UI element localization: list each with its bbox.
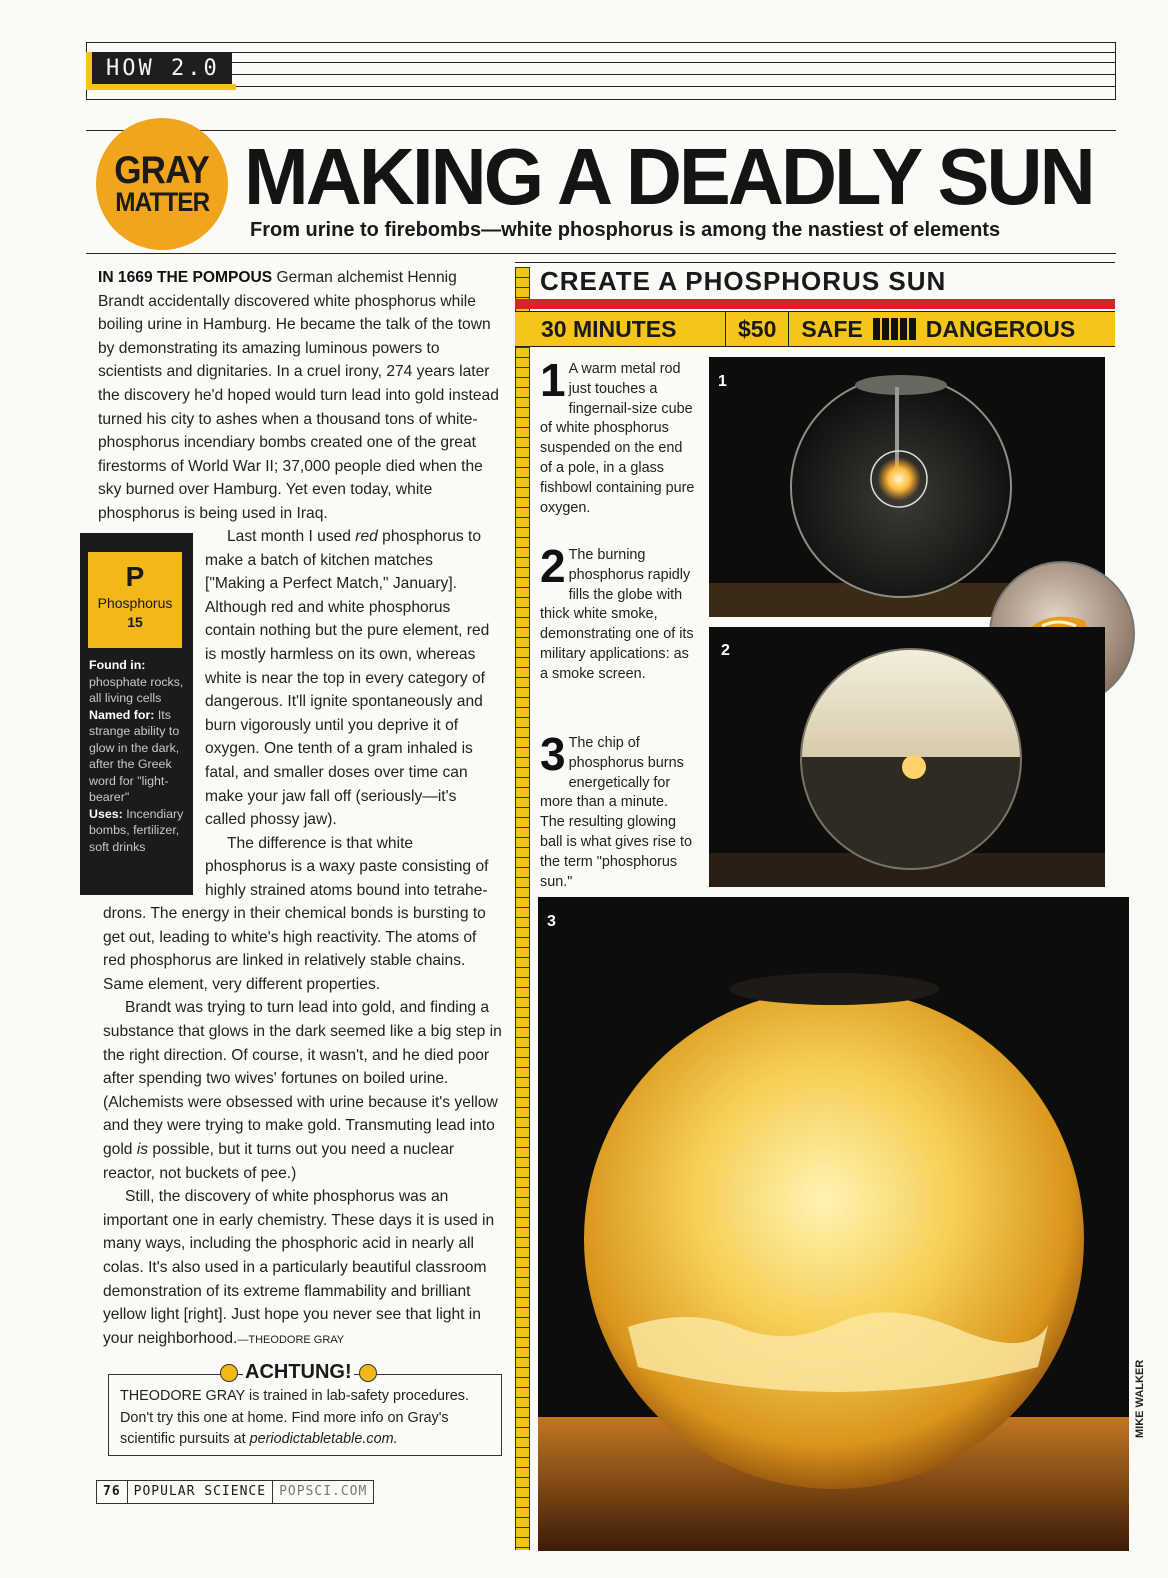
found-label: Found in: [89,658,146,672]
byline: —THEODORE GRAY [237,1333,345,1346]
fishbowl-photo-3 [538,897,1129,1551]
achtung-body: THEODORE GRAY is trained in lab-safety procedures. Don't try this one at home. Find more info on Gray's scientific pursuits at [120,1388,469,1447]
panel-title: CREATE A PHOSPHORUS SUN [540,266,947,296]
page-number: 76 [97,1481,128,1503]
photo-step-3 [538,897,1129,1551]
lede-paragraph [98,266,500,526]
panel-red-bar [515,299,1115,309]
element-symbol: P [125,561,145,592]
danger-meter [789,312,1087,346]
photo-credit: MIKE WALKER [1134,1359,1146,1438]
bullet-circle-icon [220,1364,238,1382]
p5-text: Still, the discovery of white phosphorus was an important one in early chemistry. These days it is used in many ways, including the phosphoric acid in nearly all colas. It's also used in a particularly beautiful classroom demonstration of its extreme flammability and brilliant yellow light [right]. Just hope you never see that light in your neighborhood. [103,1188,495,1347]
photo-step-2 [709,627,1105,887]
ruler-strip [515,267,530,1550]
uses-text: Incendiary bombs, fertilizer, soft drinks [89,806,184,854]
time-stat: 30 MINUTES [515,312,726,346]
panel-stats-bar [515,311,1115,347]
step-3 [540,728,695,892]
photo-label: 3 [547,913,556,930]
p2-emphasis: red [355,528,378,545]
lede-text: German alchemist Hennig Brandt accidentally discovered white phosphorus while boiling urine in Hamburg. He became the talk of the town by demonstrating its amazing luminous powers to scientists and dignitaries. In a cruel irony, 274 years later the discovery he'd hoped would turn lead into gold instead turned his city to ashes when a thousand tons of white-phosphorus incendiary bombs created one of the great firestorms of World War II; 37,000 people died when the sky burned over Hamburg. Yet even today, white phosphorus is being used in Iraq. [98,269,499,522]
magazine-url[interactable]: POPSCI.COM [279,1484,368,1499]
danger-meter-segment [873,318,880,340]
element-tile [88,552,182,648]
body-paragraph-3-start: The difference is that white phosphorus is a waxy paste consisting of highly strained atoms bound into tetrahe- [205,834,489,899]
danger-level-meter [873,318,916,340]
section-underbar [86,84,236,90]
step-number: 3 [540,728,566,780]
body-paragraph-5 [103,1185,503,1352]
body-column-wide [103,902,503,1352]
named-text: Its strange ability to glow in the dark, after the Greek word for "light-bearer" [89,707,180,804]
element-facts [89,657,189,855]
danger-meter-segment [891,318,898,340]
badge-line1: GRAY [114,149,210,192]
element-name: Phosphorus [97,595,173,611]
step-text: A warm metal rod just touches a fingernail-size cube of white phosphorus suspended on the end of a pole, in a glass fishbowl containing pure oxygen. [540,361,695,516]
panel-top-rule [515,262,1115,263]
lede-lead-in: IN 1669 THE POMPOUS [98,269,273,286]
step-2 [540,540,695,685]
photo-label: 2 [721,642,730,659]
gray-matter-badge [96,118,228,250]
step-number: 1 [540,354,566,406]
achtung-link[interactable]: periodictabletable.com. [249,1431,398,1447]
danger-meter-segment [900,318,907,340]
named-label: Named for: [89,707,155,722]
danger-meter-segment [882,318,889,340]
fishbowl-photo-2 [709,627,1105,887]
found-text: phosphate rocks, all living cells [89,674,184,705]
p4-emphasis: is [136,1140,149,1158]
badge-line2: MATTER [114,187,210,217]
p4-part-b: possible, but it turns out you need a nuclear reactor, not buckets of pee.) [103,1140,455,1182]
element-number: 15 [127,614,143,630]
bullet-circle-icon [359,1364,377,1382]
magazine-name: POPULAR SCIENCE [128,1481,273,1503]
safe-label: SAFE [801,315,863,342]
danger-meter-segment [909,318,916,340]
section-label: HOW 2.0 [86,52,232,84]
step-number: 2 [540,540,566,592]
body-paragraph-2 [205,525,497,832]
body-column-narrow [205,525,497,903]
achtung-text [120,1386,496,1451]
danger-label: DANGEROUS [925,315,1076,342]
headline: MAKING A DEADLY SUN [244,132,1093,221]
photo-label: 1 [718,373,727,390]
achtung-title [220,1361,377,1384]
p2-part-a: Last month I used [227,528,356,545]
body-paragraph-3-cont: drons. The energy in their chemical bonds is bursting to get out, leading to white's high reactivity. The atoms of red phosphorus are linked in relatively stable chains. Same element, very different properties. [103,905,486,993]
uses-label: Uses: [89,806,123,821]
p4-part-a: Brandt was trying to turn lead into gold, and finding a substance that glows in the dark seemed like a big step in the right direction. Of course, it wasn't, and he died poor after spending two wives' fortunes on boiled urine. (Alchemists were obsessed with urine because it's yellow and they were trying to make gold. Transmuting lead into gold [103,999,502,1158]
header-rules [86,42,1116,100]
step-1 [540,354,695,518]
subheadline: From urine to firebombs—white phosphorus is among the nastiest of elements [250,219,1001,241]
achtung-title-text: ACHTUNG! [245,1361,352,1383]
p2-part-b: phosphorus to make a batch of kitchen matches ["Making a Perfect Match," January]. Although red and white phosphorus contain nothing but the pure element, red is mostly harmless on its own, whereas white is near the top in every category of dangerous. It'll ignite spontaneously and burn vigorously until you deprive it of oxygen. One tenth of a gram inhaled is fatal, and smaller doses over time can make your jaw fall off (seriously—it's called phossy jaw). [205,528,490,829]
cost-stat: $50 [726,312,789,346]
page-footer [96,1480,374,1504]
body-paragraph-4 [103,996,503,1185]
step-text: The chip of phosphorus burns energetically for more than a minute. The resulting glowing ball is what gives rise to the term "phosphorus sun." [540,735,692,890]
step-text: The burning phosphorus rapidly fills the globe with thick white smoke, demonstrating one of its military applications: as a smoke screen. [540,547,694,682]
